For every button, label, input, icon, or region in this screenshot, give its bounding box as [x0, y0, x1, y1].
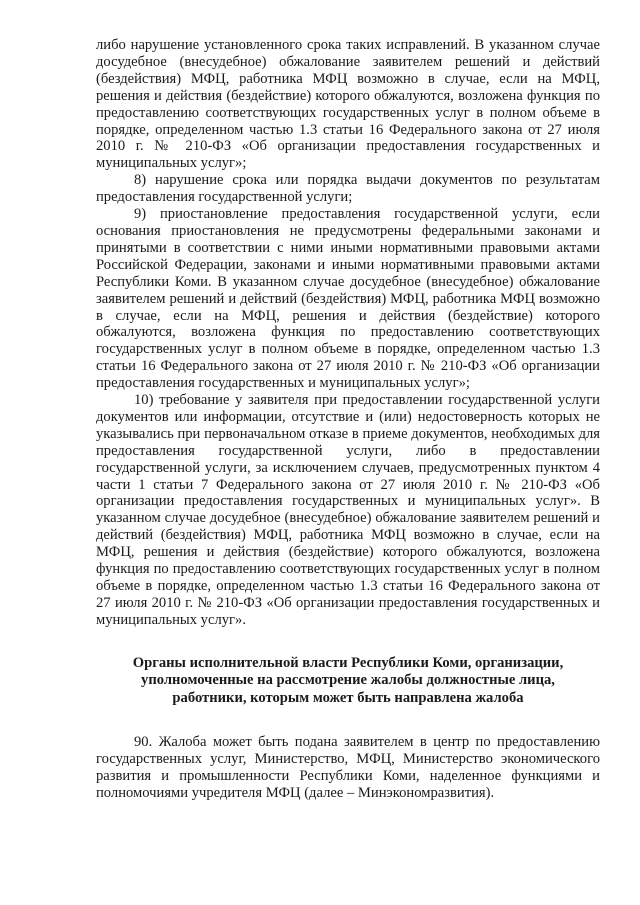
section-heading-line-2: уполномоченные на рассмотрение жалобы должностные лица, [141, 672, 555, 689]
paragraph-item-10: 10) требование у заявителя при предоставлении государственной услуги документов или информации, отсутствие и (или) недостоверность которых не указывались при первоначальном отказе в приеме документов, необходимых для предоставления государственной услуги, либо в предоставлении государственной услуги, за исключением случаев, предусмотренных пунктом 4 части 1 статьи 7 Федерального закона от 27 июля 2010 г. № 210-ФЗ «Об организации предоставления государственных и муниципальных услуг». В указанном случае досудебное (внесудебное) обжалование заявителем решений и действий (бездействия) МФЦ, работника МФЦ возможно в случае, если на МФЦ, решения и действия (бездействие) которого обжалуются, возложена функция по предоставлению соответствующих государственных услуг в полном объеме в порядке, определенном частью 1.3 статьи 16 Федерального закона от 27 июля 2010 г. № 210-ФЗ «Об организации предоставления государственных и муниципальных услуг». [96, 392, 600, 628]
section-heading [96, 655, 600, 708]
document-page [96, 37, 600, 802]
paragraph-90: 90. Жалоба может быть подана заявителем в центр по предоставлению государственных услуг, Министерство, МФЦ, Министерство экономического развития и промышленности Республики Коми, наделенное функциями и полномочиями учредителя МФЦ (далее – Минэкономразвития). [96, 734, 600, 801]
section-heading-line-3: работники, которым может быть направлена жалоба [172, 689, 524, 706]
paragraph-continuation: либо нарушение установленного срока таких исправлений. В указанном случае досудебное (внесудебное) обжалование заявителем решений и действий (бездействия) МФЦ, работника МФЦ возможно в случае, если на МФЦ, решения и действия (бездействие) которого обжалуются, возложена функция по предоставлению соответствующих государственных услуг в полном объеме в порядке, определенном частью 1.3 статьи 16 Федерального закона от 27 июля 2010 г. № 210-ФЗ «Об организации предоставления государственных и муниципальных услуг»; [96, 37, 600, 172]
section-heading-line-1: Органы исполнительной власти Республики Коми, организации, [132, 654, 564, 671]
paragraph-item-9: 9) приостановление предоставления государственной услуги, если основания приостановления не предусмотрены федеральными законами и принятыми в соответствии с ними иными нормативными правовыми актами Российской Федерации, законами и иными нормативными правовыми актами Республики Коми. В указанном случае досудебное (внесудебное) обжалование заявителем решений и действий (бездействия) МФЦ, работника МФЦ возможно в случае, если на МФЦ, решения и действия (бездействие) которого обжалуются, возложена функция по предоставлению соответствующих государственных услуг в полном объеме в порядке, определенном частью 1.3 статьи 16 Федерального закона от 27 июля 2010 г. № 210-ФЗ «Об организации предоставления государственных и муниципальных услуг»; [96, 206, 600, 392]
paragraph-item-8: 8) нарушение срока или порядка выдачи документов по результатам предоставления государственной услуги; [96, 172, 600, 206]
